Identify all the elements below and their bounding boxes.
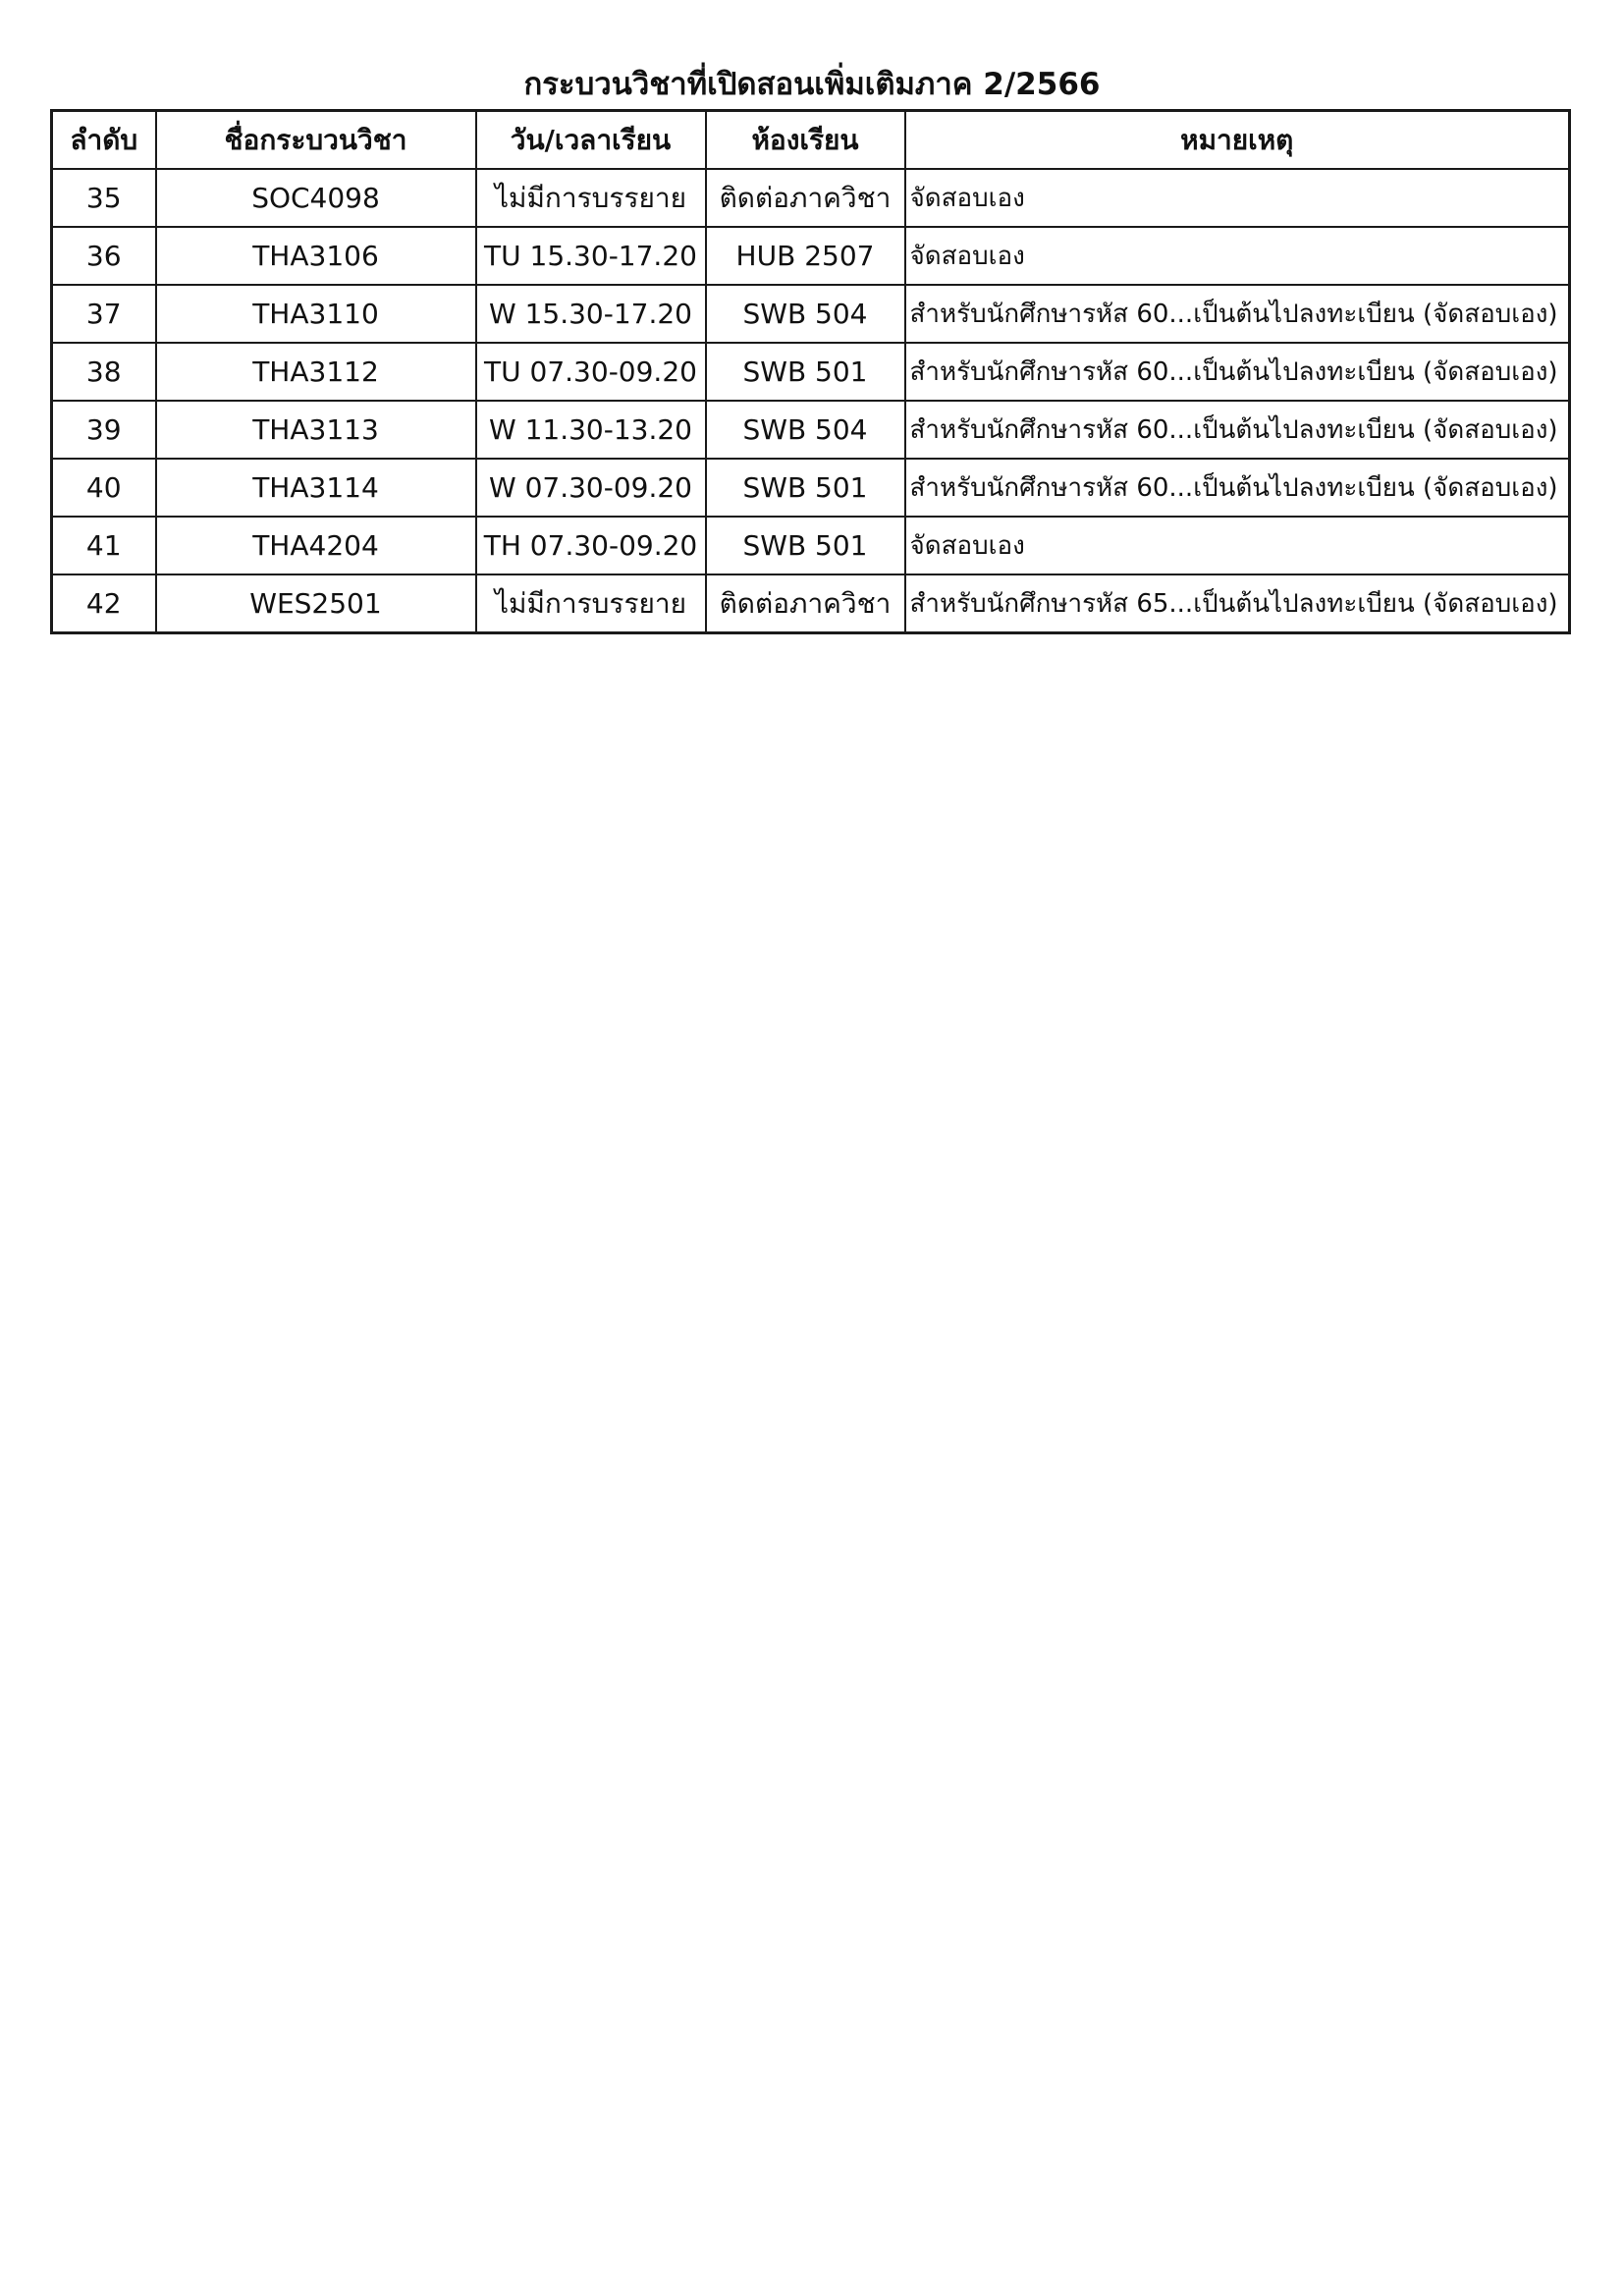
cell-remark: สำหรับนักศึกษารหัส 60...เป็นต้นไปลงทะเบียน (จัดสอบเอง) [905,401,1570,459]
cell-time: ไม่มีการบรรยาย [476,574,706,633]
cell-time: TH 07.30-09.20 [476,517,706,574]
cell-time: W 11.30-13.20 [476,401,706,459]
header-no: ลำดับ [52,111,156,170]
cell-no: 35 [52,169,156,227]
cell-no: 41 [52,517,156,574]
cell-no: 42 [52,574,156,633]
cell-course: THA3112 [156,343,476,401]
cell-course: THA3114 [156,459,476,517]
cell-course: THA3113 [156,401,476,459]
table-row [52,459,1570,517]
cell-time: W 07.30-09.20 [476,459,706,517]
table-row [52,574,1570,633]
cell-course: THA4204 [156,517,476,574]
header-course: ชื่อกระบวนวิชา [156,111,476,170]
header-time: วัน/เวลาเรียน [476,111,706,170]
cell-room: SWB 501 [706,517,905,574]
cell-course: THA3106 [156,227,476,285]
header-remark: หมายเหตุ [905,111,1570,170]
cell-room: SWB 504 [706,401,905,459]
cell-room: SWB 504 [706,285,905,343]
course-table [50,109,1571,634]
cell-time: ไม่มีการบรรยาย [476,169,706,227]
cell-no: 38 [52,343,156,401]
cell-remark: สำหรับนักศึกษารหัส 60...เป็นต้นไปลงทะเบียน (จัดสอบเอง) [905,285,1570,343]
header-room: ห้องเรียน [706,111,905,170]
table-row [52,401,1570,459]
cell-room: ติดต่อภาควิชา [706,169,905,227]
cell-course: THA3110 [156,285,476,343]
cell-time: TU 15.30-17.20 [476,227,706,285]
cell-remark: สำหรับนักศึกษารหัส 60...เป็นต้นไปลงทะเบียน (จัดสอบเอง) [905,459,1570,517]
cell-course: WES2501 [156,574,476,633]
cell-no: 36 [52,227,156,285]
table-row [52,343,1570,401]
cell-remark: จัดสอบเอง [905,517,1570,574]
cell-remark: จัดสอบเอง [905,227,1570,285]
table-row [52,227,1570,285]
cell-course: SOC4098 [156,169,476,227]
cell-no: 40 [52,459,156,517]
cell-time: W 15.30-17.20 [476,285,706,343]
cell-remark: จัดสอบเอง [905,169,1570,227]
cell-no: 37 [52,285,156,343]
cell-room: SWB 501 [706,459,905,517]
cell-room: ติดต่อภาควิชา [706,574,905,633]
cell-remark: สำหรับนักศึกษารหัส 60...เป็นต้นไปลงทะเบียน (จัดสอบเอง) [905,343,1570,401]
table-row [52,169,1570,227]
cell-time: TU 07.30-09.20 [476,343,706,401]
table-row [52,517,1570,574]
cell-remark: สำหรับนักศึกษารหัส 65...เป็นต้นไปลงทะเบียน (จัดสอบเอง) [905,574,1570,633]
table-header-row [52,111,1570,170]
table-row [52,285,1570,343]
page-title: กระบวนวิชาที่เปิดสอนเพิ่มเติมภาค 2/2566 [523,67,1101,102]
cell-no: 39 [52,401,156,459]
cell-room: HUB 2507 [706,227,905,285]
cell-room: SWB 501 [706,343,905,401]
